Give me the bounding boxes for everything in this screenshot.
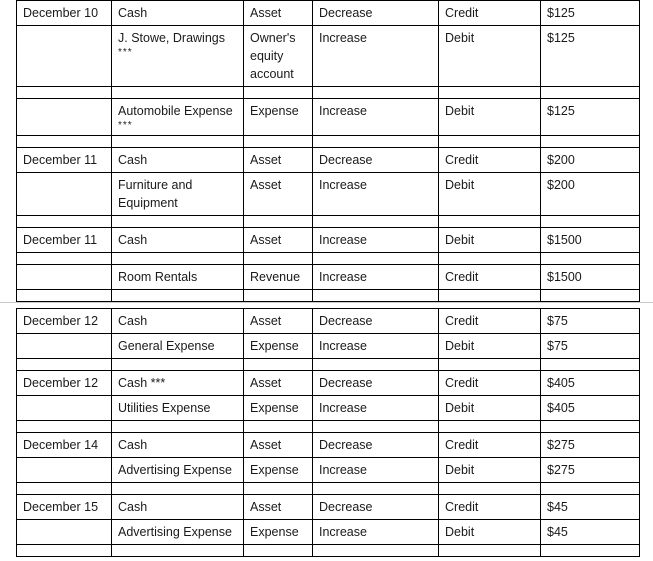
- spacer-cell: [439, 290, 541, 302]
- date-cell: [17, 173, 112, 216]
- cell-text: Debit: [445, 233, 475, 247]
- spacer-cell: [17, 290, 112, 302]
- cell-text: Debit: [445, 31, 475, 45]
- account-cell: [112, 26, 244, 87]
- table-row: [17, 265, 640, 290]
- spacer-cell: [313, 216, 439, 228]
- cell-text: Decrease: [319, 6, 373, 20]
- cell-text: $200: [547, 178, 575, 192]
- cell-text: Asset: [250, 500, 282, 514]
- cell-text: Asset: [250, 6, 282, 20]
- account-type-cell: [244, 173, 313, 216]
- spacer-cell: [17, 136, 112, 148]
- spacer-cell: [541, 253, 640, 265]
- date-cell: [17, 520, 112, 545]
- spacer-cell: [541, 421, 640, 433]
- cell-text: $200: [547, 153, 575, 167]
- spacer-cell: [439, 359, 541, 371]
- cell-text: Credit: [445, 500, 479, 514]
- spacer-cell: [541, 359, 640, 371]
- cell-text: Credit: [445, 438, 479, 452]
- cell-text: $275: [547, 463, 575, 477]
- effect-cell: [313, 458, 439, 483]
- spacer-cell: [313, 87, 439, 99]
- debit-credit-cell: [439, 334, 541, 359]
- cell-text: Credit: [445, 376, 479, 390]
- spacer-cell: [244, 216, 313, 228]
- table-row: [17, 396, 640, 421]
- spacer-cell: [541, 545, 640, 557]
- account-type-cell: [244, 396, 313, 421]
- spacer-row: [17, 545, 640, 557]
- cell-text: $1500: [547, 233, 582, 247]
- spacer-cell: [244, 421, 313, 433]
- amount-cell: [541, 99, 640, 136]
- cell-text: Cash: [118, 233, 148, 247]
- date-cell: [17, 228, 112, 253]
- spacer-cell: [313, 253, 439, 265]
- account-cell: [112, 173, 244, 216]
- page-break-divider: [0, 302, 653, 303]
- cell-text: Asset: [250, 233, 282, 247]
- cell-text: Cash: [118, 500, 148, 514]
- effect-cell: [313, 309, 439, 334]
- amount-cell: [541, 26, 640, 87]
- date-cell: [17, 26, 112, 87]
- effect-cell: [313, 371, 439, 396]
- spacer-cell: [439, 421, 541, 433]
- date-cell: [17, 396, 112, 421]
- table-row: [17, 173, 640, 216]
- debit-credit-cell: [439, 1, 541, 26]
- cell-text: $125: [547, 104, 575, 118]
- amount-cell: [541, 396, 640, 421]
- spacer-row: [17, 253, 640, 265]
- date-cell: [17, 265, 112, 290]
- spacer-row: [17, 290, 640, 302]
- cell-text: $405: [547, 401, 575, 415]
- table-row: [17, 309, 640, 334]
- debit-credit-cell: [439, 433, 541, 458]
- spacer-cell: [313, 483, 439, 495]
- effect-cell: [313, 396, 439, 421]
- spacer-cell: [244, 87, 313, 99]
- journal-table-page-1: [16, 0, 639, 302]
- spacer-cell: [313, 421, 439, 433]
- table-row: [17, 148, 640, 173]
- spacer-cell: [112, 136, 244, 148]
- amount-cell: [541, 520, 640, 545]
- transaction-table: [16, 0, 640, 302]
- spacer-row: [17, 87, 640, 99]
- account-type-cell: [244, 433, 313, 458]
- spacer-row: [17, 136, 640, 148]
- account-cell: [112, 309, 244, 334]
- cell-text: Expense: [250, 401, 299, 415]
- account-type-cell: [244, 309, 313, 334]
- spacer-cell: [17, 545, 112, 557]
- account-type-cell: [244, 26, 313, 87]
- account-type-cell: [244, 495, 313, 520]
- cell-text: $75: [547, 314, 568, 328]
- cell-text: $405: [547, 376, 575, 390]
- spacer-cell: [439, 545, 541, 557]
- account-type-cell: [244, 99, 313, 136]
- cell-text: J. Stowe, Drawings: [118, 31, 225, 45]
- account-type-cell: [244, 520, 313, 545]
- spacer-cell: [244, 483, 313, 495]
- spacer-row: [17, 421, 640, 433]
- amount-cell: [541, 265, 640, 290]
- amount-cell: [541, 433, 640, 458]
- account-cell: [112, 433, 244, 458]
- amount-cell: [541, 148, 640, 173]
- spacer-cell: [112, 483, 244, 495]
- cell-text: Room Rentals: [118, 270, 198, 284]
- effect-cell: [313, 495, 439, 520]
- cell-text: Asset: [250, 178, 282, 192]
- cell-text: Cash: [118, 6, 148, 20]
- cell-text: Owner's equity account: [250, 31, 296, 81]
- cell-text: Cash: [118, 314, 148, 328]
- table-row: [17, 433, 640, 458]
- spacer-cell: [439, 483, 541, 495]
- account-cell: [112, 371, 244, 396]
- spacer-cell: [541, 483, 640, 495]
- cell-text: Expense: [250, 525, 299, 539]
- account-type-cell: [244, 371, 313, 396]
- cell-text: Decrease: [319, 153, 373, 167]
- effect-cell: [313, 228, 439, 253]
- spacer-cell: [17, 483, 112, 495]
- table-row: [17, 26, 640, 87]
- account-type-cell: [244, 334, 313, 359]
- amount-cell: [541, 228, 640, 253]
- cell-text: Decrease: [319, 376, 373, 390]
- spacer-cell: [313, 290, 439, 302]
- cell-text: December 15: [23, 500, 99, 514]
- cell-text: Increase: [319, 270, 367, 284]
- effect-cell: [313, 26, 439, 87]
- cell-text: Cash ***: [118, 376, 166, 390]
- table-row: [17, 371, 640, 396]
- cell-text: December 11: [23, 233, 98, 247]
- date-cell: [17, 495, 112, 520]
- date-cell: [17, 309, 112, 334]
- account-cell: [112, 99, 244, 136]
- spacer-cell: [439, 87, 541, 99]
- cell-text: Automobile Expense: [118, 104, 233, 118]
- account-cell: [112, 458, 244, 483]
- cell-text: Expense: [250, 104, 299, 118]
- spacer-cell: [17, 253, 112, 265]
- cell-text: Debit: [445, 104, 475, 118]
- amount-cell: [541, 334, 640, 359]
- cell-text: Furniture and Equipment: [118, 178, 193, 210]
- cell-text: Cash: [118, 438, 148, 452]
- amount-cell: [541, 458, 640, 483]
- debit-credit-cell: [439, 26, 541, 87]
- effect-cell: [313, 265, 439, 290]
- effect-cell: [313, 334, 439, 359]
- cell-text: December 12: [23, 376, 99, 390]
- cell-text: Decrease: [319, 500, 373, 514]
- date-cell: [17, 1, 112, 26]
- cell-text: December 10: [23, 6, 99, 20]
- cell-text: Credit: [445, 314, 479, 328]
- debit-credit-cell: [439, 99, 541, 136]
- cell-text: $125: [547, 31, 575, 45]
- cell-text: Debit: [445, 178, 475, 192]
- table-row: [17, 334, 640, 359]
- debit-credit-cell: [439, 495, 541, 520]
- effect-cell: [313, 520, 439, 545]
- cell-text: Increase: [319, 463, 367, 477]
- spacer-cell: [112, 290, 244, 302]
- spacer-cell: [244, 359, 313, 371]
- spacer-row: [17, 359, 640, 371]
- account-cell: [112, 396, 244, 421]
- spacer-cell: [112, 359, 244, 371]
- account-cell: [112, 228, 244, 253]
- account-cell: [112, 334, 244, 359]
- debit-credit-cell: [439, 396, 541, 421]
- spacer-cell: [244, 136, 313, 148]
- journal-table-page-2: [16, 308, 639, 557]
- cell-text: Decrease: [319, 314, 373, 328]
- cell-text: $275: [547, 438, 575, 452]
- account-type-cell: [244, 265, 313, 290]
- effect-cell: [313, 173, 439, 216]
- cell-text: Expense: [250, 463, 299, 477]
- transaction-table: [16, 308, 640, 557]
- spacer-cell: [244, 545, 313, 557]
- amount-cell: [541, 495, 640, 520]
- spacer-cell: [112, 216, 244, 228]
- spacer-cell: [112, 545, 244, 557]
- date-cell: [17, 458, 112, 483]
- cell-text: Debit: [445, 401, 475, 415]
- table-row: [17, 520, 640, 545]
- account-type-cell: [244, 1, 313, 26]
- account-cell: [112, 148, 244, 173]
- cell-text: Asset: [250, 153, 282, 167]
- account-type-cell: [244, 148, 313, 173]
- table-row: [17, 99, 640, 136]
- amount-cell: [541, 371, 640, 396]
- effect-cell: [313, 433, 439, 458]
- cell-text: Increase: [319, 104, 367, 118]
- date-cell: [17, 148, 112, 173]
- account-cell: [112, 265, 244, 290]
- debit-credit-cell: [439, 371, 541, 396]
- cell-text: Credit: [445, 153, 479, 167]
- cell-text: Revenue: [250, 270, 301, 284]
- cell-text: Increase: [319, 31, 367, 45]
- table-row: [17, 1, 640, 26]
- spacer-cell: [439, 253, 541, 265]
- spacer-row: [17, 216, 640, 228]
- cell-text: Increase: [319, 401, 367, 415]
- table-row: [17, 228, 640, 253]
- date-cell: [17, 433, 112, 458]
- cell-text: $75: [547, 339, 568, 353]
- spacer-cell: [112, 421, 244, 433]
- table-row: [17, 458, 640, 483]
- spacer-cell: [313, 359, 439, 371]
- spacer-cell: [541, 136, 640, 148]
- spacer-cell: [17, 359, 112, 371]
- date-cell: [17, 99, 112, 136]
- amount-cell: [541, 173, 640, 216]
- spacer-row: [17, 483, 640, 495]
- cell-text: Asset: [250, 376, 282, 390]
- cell-text: Credit: [445, 270, 479, 284]
- cell-text: Credit: [445, 6, 479, 20]
- spacer-cell: [439, 136, 541, 148]
- cell-text: Decrease: [319, 438, 373, 452]
- cell-text: Increase: [319, 233, 367, 247]
- cell-text: $45: [547, 500, 568, 514]
- account-cell: [112, 520, 244, 545]
- date-cell: [17, 334, 112, 359]
- date-cell: [17, 371, 112, 396]
- spacer-cell: [541, 87, 640, 99]
- cell-text: Asset: [250, 438, 282, 452]
- spacer-cell: [17, 216, 112, 228]
- cell-text: Increase: [319, 339, 367, 353]
- spacer-cell: [17, 87, 112, 99]
- cell-text: Asset: [250, 314, 282, 328]
- cell-text: Utilities Expense: [118, 401, 211, 415]
- spacer-cell: [439, 216, 541, 228]
- cell-text: December 11: [23, 153, 98, 167]
- debit-credit-cell: [439, 228, 541, 253]
- debit-credit-cell: [439, 148, 541, 173]
- cell-text: Increase: [319, 178, 367, 192]
- debit-credit-cell: [439, 265, 541, 290]
- cell-text: Debit: [445, 463, 475, 477]
- spacer-cell: [313, 136, 439, 148]
- cell-text: Advertising Expense: [118, 463, 232, 477]
- asterisk-note: ***: [118, 120, 133, 131]
- cell-text: Advertising Expense: [118, 525, 232, 539]
- cell-text: Expense: [250, 339, 299, 353]
- amount-cell: [541, 309, 640, 334]
- cell-text: $125: [547, 6, 575, 20]
- cell-text: December 14: [23, 438, 99, 452]
- cell-text: Cash: [118, 153, 148, 167]
- effect-cell: [313, 1, 439, 26]
- debit-credit-cell: [439, 520, 541, 545]
- cell-text: General Expense: [118, 339, 215, 353]
- spacer-cell: [244, 253, 313, 265]
- spacer-cell: [112, 253, 244, 265]
- cell-text: Debit: [445, 525, 475, 539]
- account-cell: [112, 1, 244, 26]
- spacer-cell: [541, 216, 640, 228]
- cell-text: $1500: [547, 270, 582, 284]
- spacer-cell: [244, 290, 313, 302]
- effect-cell: [313, 148, 439, 173]
- effect-cell: [313, 99, 439, 136]
- spacer-cell: [541, 290, 640, 302]
- spacer-cell: [112, 87, 244, 99]
- debit-credit-cell: [439, 309, 541, 334]
- cell-text: Debit: [445, 339, 475, 353]
- debit-credit-cell: [439, 173, 541, 216]
- account-type-cell: [244, 228, 313, 253]
- account-type-cell: [244, 458, 313, 483]
- cell-text: December 12: [23, 314, 99, 328]
- amount-cell: [541, 1, 640, 26]
- spacer-cell: [313, 545, 439, 557]
- account-cell: [112, 495, 244, 520]
- cell-text: Increase: [319, 525, 367, 539]
- asterisk-note: ***: [118, 47, 133, 58]
- spacer-cell: [17, 421, 112, 433]
- cell-text: $45: [547, 525, 568, 539]
- debit-credit-cell: [439, 458, 541, 483]
- table-row: [17, 495, 640, 520]
